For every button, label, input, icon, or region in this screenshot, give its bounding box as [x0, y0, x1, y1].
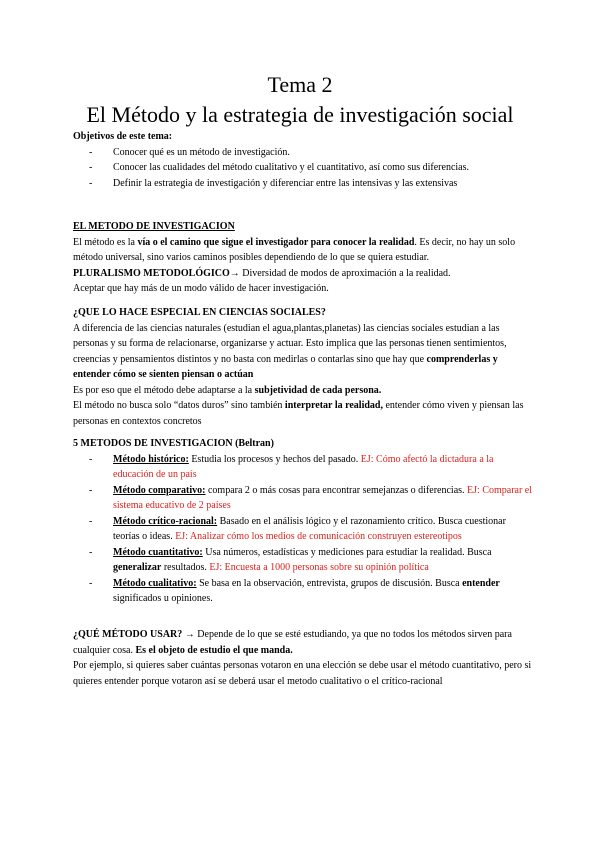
list-item: - Conocer las cualidades del método cualitativo y el cuantitativo, así como sus diferencias.: [73, 160, 533, 176]
cinco-metodos-section: [73, 436, 533, 607]
paragraph: PLURALISMO METODOLÓGICO→ Diversidad de modos de aproximación a la realidad.: [73, 267, 451, 279]
objectives-section: [73, 129, 533, 191]
list-item: - Método crítico-racional: Basado en el análisis lógico y el razonamiento crítico. Busca cuestionar teorías o ideas. EJ: Analizar cómo los medios de comunicación construyen estereotipos: [73, 514, 533, 545]
paragraph: A diferencia de las ciencias naturales (estudian el agua,plantas,planetas) las ciencias sociales estudian a las personas y su forma de relacionarse, organizarse y actuar. Esto implica que las personas tienen sentimientos, creencias y pensamientos distintos y no basta con medirlas o contarlas sino que hay que comprenderlas y entender cómo se sienten piensan o actúan: [73, 322, 507, 380]
list-item: - Método cualitativo: Se basa en la observación, entrevista, grupos de discusión. Busca entender significados u opiniones.: [73, 576, 533, 607]
list-item: - Método cuantitativo: Usa números, estadísticas y mediciones para estudiar la realidad. Busca generalizar resultados. EJ: Encuesta a 1000 personas sobre su opinión política: [73, 545, 533, 576]
section-heading: ¿QUE LO HACE ESPECIAL EN CIENCIAS SOCIALES?: [73, 307, 326, 318]
usar-section: [73, 627, 533, 689]
section-heading: ¿QUÉ MÉTODO USAR?: [73, 629, 183, 640]
list-item: - Definir la estrategia de investigación y diferenciar entre las intensivas y las extensivas: [73, 176, 533, 192]
section-heading: 5 METODOS DE INVESTIGACION (Beltran): [73, 438, 274, 449]
paragraph: Por ejemplo, si quieres saber cuántas personas votaron en una elección se debe usar el método cuantitativo, pero si quieres entender porque votaron así se deberá usar el metodo cualitativo o el crítico-racional: [73, 660, 532, 687]
metodo-section: [73, 219, 533, 297]
objectives-list: [73, 145, 533, 192]
paragraph: El método no busca solo “datos duros” sino también interpretar la realidad, entender cómo viven y piensan las personas en contextos concretos: [73, 400, 524, 427]
objectives-heading: Objetivos de este tema:: [73, 131, 173, 142]
list-item: - Método comparativo: compara 2 o más cosas para encontrar semejanzas o diferencias. EJ: Comparar el sistema educativo de 2 países: [73, 483, 533, 514]
metodos-list: [73, 452, 533, 607]
paragraph: ¿QUÉ MÉTODO USAR? → Depende de lo que se esté estudiando, ya que no todos los métodos sirven para cualquier cosa. Es el objeto de estudio el que manda.: [73, 629, 512, 656]
document-title: Tema 2: [267, 72, 333, 97]
section-heading: EL METODO DE INVESTIGACION: [73, 221, 235, 232]
document-subtitle: El Método y la estrategia de investigación social: [86, 102, 514, 127]
paragraph: Es por eso que el método debe adaptarse a la subjetividad de cada persona.: [73, 384, 382, 396]
list-item: - Método histórico: Estudia los procesos y hechos del pasado. EJ: Cómo afectó la dictadura a la educación de un país: [73, 452, 533, 483]
especial-section: [73, 305, 533, 429]
paragraph: El método es la vía o el camino que sigue el investigador para conocer la realidad. Es decir, no hay un solo método universal, sino varios caminos posibles dependiendo de lo que se quiera estudiar.: [73, 236, 516, 263]
list-item: - Conocer qué es un método de investigación.: [73, 145, 533, 161]
paragraph: Aceptar que hay más de un modo válido de hacer investigación.: [73, 283, 329, 294]
